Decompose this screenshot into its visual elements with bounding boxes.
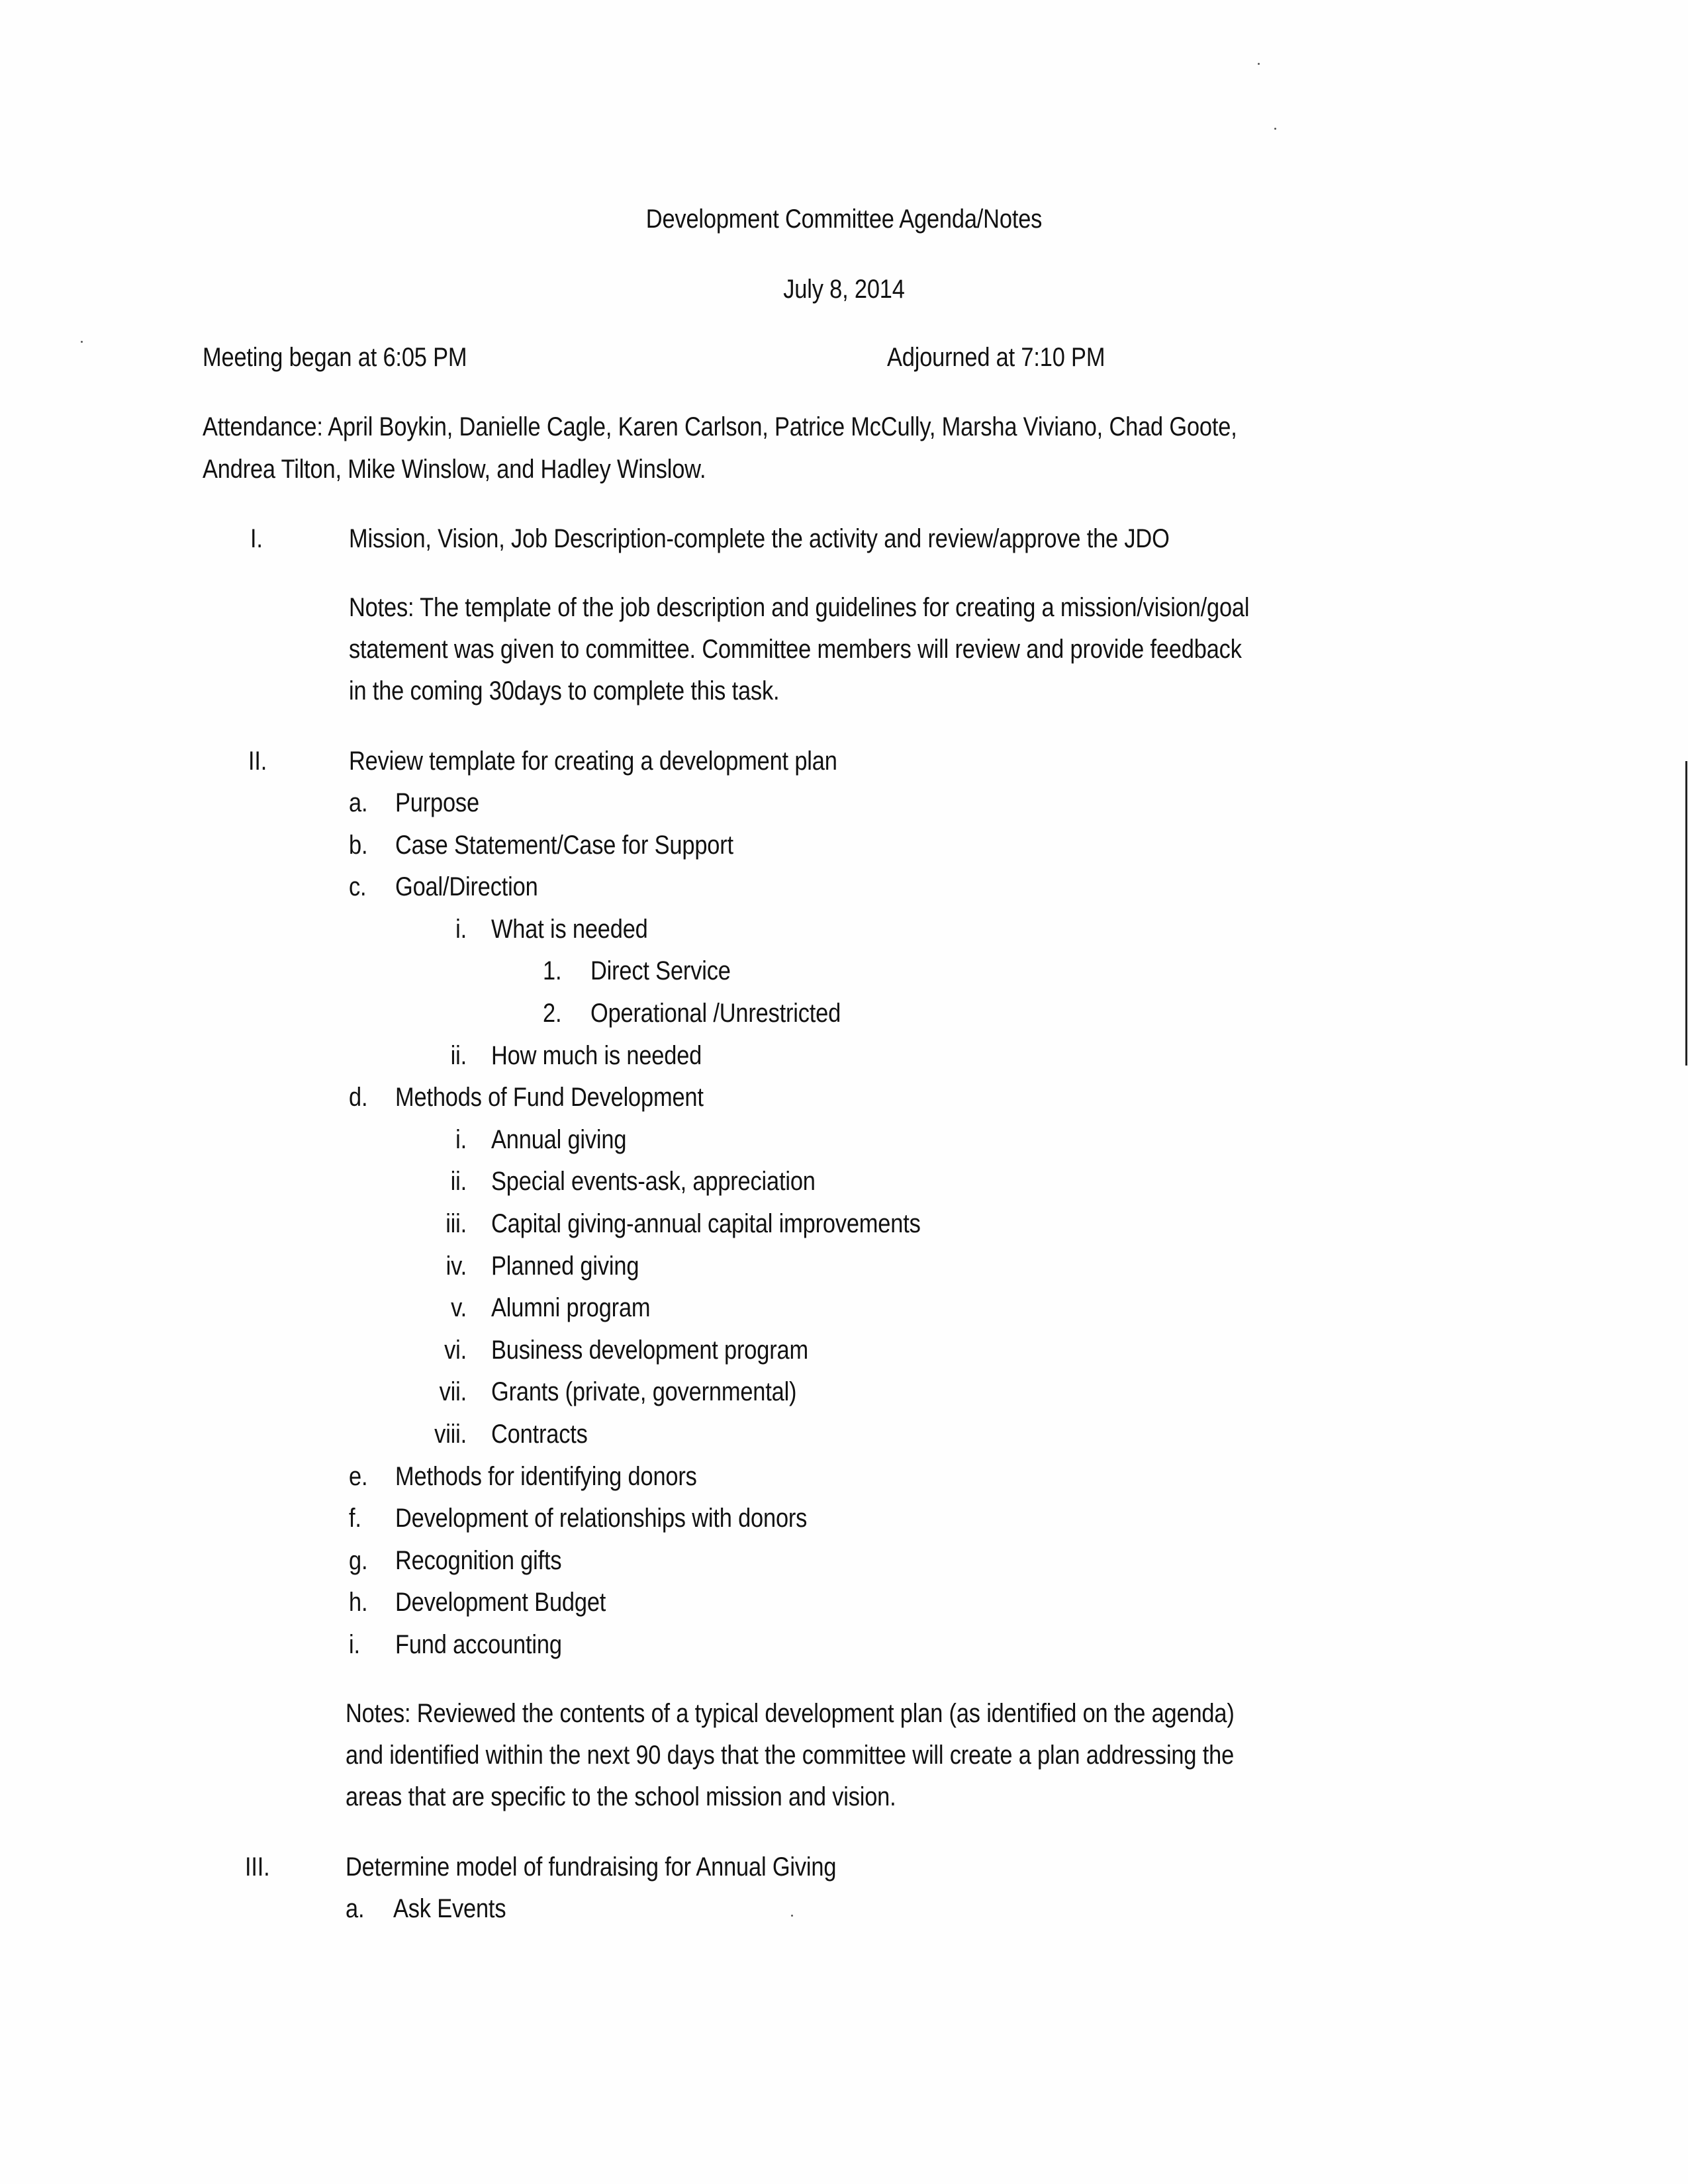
sub-item-text: Alumni program — [491, 1293, 651, 1322]
item-numeral: I. — [250, 524, 263, 553]
item-title: Determine model of fundraising for Annual Giving — [346, 1852, 837, 1882]
item-title: Mission, Vision, Job Description-complete the activity and review/approve the JDO — [349, 524, 1170, 553]
sub-item-text: Purpose — [395, 788, 479, 817]
sub-item-marker: d. — [349, 1083, 368, 1112]
sub-item-marker: e. — [349, 1462, 368, 1491]
sub-item-marker: vii. — [439, 1377, 467, 1406]
sub-item-marker: c. — [349, 872, 367, 901]
scan-speck — [1258, 63, 1260, 65]
sub-item-marker: iv. — [445, 1251, 467, 1281]
item-title: Review template for creating a development plan — [349, 747, 837, 776]
sub-item-text: Development of relationships with donors — [395, 1504, 808, 1533]
sub-item-marker: h. — [349, 1588, 368, 1617]
sub-item-marker: 2. — [543, 999, 562, 1028]
sub-item-text: Operational /Unrestricted — [590, 999, 841, 1028]
sub-item-marker: b. — [349, 831, 368, 860]
sub-item-text: Case Statement/Case for Support — [395, 831, 733, 860]
sub-item-marker: i. — [455, 1125, 467, 1154]
sub-item-marker: viii. — [434, 1420, 467, 1449]
sub-item-text: Methods for identifying donors — [395, 1462, 697, 1491]
sub-item-text: Capital giving-annual capital improvements — [491, 1209, 921, 1238]
sub-item-text: Business development program — [491, 1336, 808, 1365]
sub-item-text: Development Budget — [395, 1588, 606, 1617]
sub-item-marker: ii. — [450, 1167, 467, 1196]
sub-item-marker: a. — [349, 788, 368, 817]
sub-item-text: Special events-ask, appreciation — [491, 1167, 816, 1196]
notes-line: Notes: The template of the job description and guidelines for creating a mission/vision/goal — [349, 593, 1250, 622]
item-numeral: II. — [248, 747, 267, 776]
notes-line: in the coming 30days to complete this task. — [349, 676, 780, 705]
item-numeral: III. — [245, 1852, 270, 1882]
scan-speck — [791, 1915, 793, 1917]
sub-item-marker: i. — [455, 915, 467, 944]
sub-item-marker: iii. — [445, 1209, 467, 1238]
document-title: Development Committee Agenda/Notes — [645, 205, 1043, 234]
sub-item-text: What is needed — [491, 915, 648, 944]
attendance-line-2: Andrea Tilton, Mike Winslow, and Hadley Winslow. — [203, 455, 706, 484]
notes-line: areas that are specific to the school mission and vision. — [346, 1782, 896, 1811]
sub-item-text: Annual giving — [491, 1125, 627, 1154]
sub-item-text: Planned giving — [491, 1251, 639, 1281]
notes-line: statement was given to committee. Committee members will review and provide feedback — [349, 635, 1242, 664]
sub-item-text: Grants (private, governmental) — [491, 1377, 797, 1406]
notes-line: Notes: Reviewed the contents of a typical development plan (as identified on the agenda) — [346, 1699, 1235, 1728]
sub-item-text: Ask Events — [393, 1894, 506, 1923]
sub-item-text: Direct Service — [590, 956, 731, 985]
attendance-line-1: Attendance: April Boykin, Danielle Cagle, Karen Carlson, Patrice McCully, Marsha Viviano, Chad Goote, — [203, 412, 1237, 441]
meeting-start-time: Meeting began at 6:05 PM — [203, 343, 467, 372]
sub-item-text: How much is needed — [491, 1041, 702, 1070]
sub-item-marker: v. — [451, 1293, 467, 1322]
sub-item-text: Fund accounting — [395, 1630, 562, 1659]
scan-speck — [81, 341, 83, 343]
notes-line: and identified within the next 90 days that the committee will create a plan addressing the — [346, 1741, 1235, 1770]
sub-item-text: Methods of Fund Development — [395, 1083, 704, 1112]
meeting-date: July 8, 2014 — [783, 275, 905, 304]
meeting-adjourned-time: Adjourned at 7:10 PM — [887, 343, 1105, 372]
sub-item-marker: ii. — [450, 1041, 467, 1070]
sub-item-marker: g. — [349, 1546, 368, 1575]
sub-item-text: Recognition gifts — [395, 1546, 562, 1575]
sub-item-text: Contracts — [491, 1420, 588, 1449]
scan-speck — [1274, 128, 1276, 130]
sub-item-marker: i. — [349, 1630, 360, 1659]
sub-item-marker: f. — [349, 1504, 361, 1533]
scan-edge-line — [1685, 761, 1687, 1066]
sub-item-marker: 1. — [543, 956, 562, 985]
sub-item-marker: vi. — [444, 1336, 467, 1365]
sub-item-marker: a. — [346, 1894, 365, 1923]
sub-item-text: Goal/Direction — [395, 872, 538, 901]
